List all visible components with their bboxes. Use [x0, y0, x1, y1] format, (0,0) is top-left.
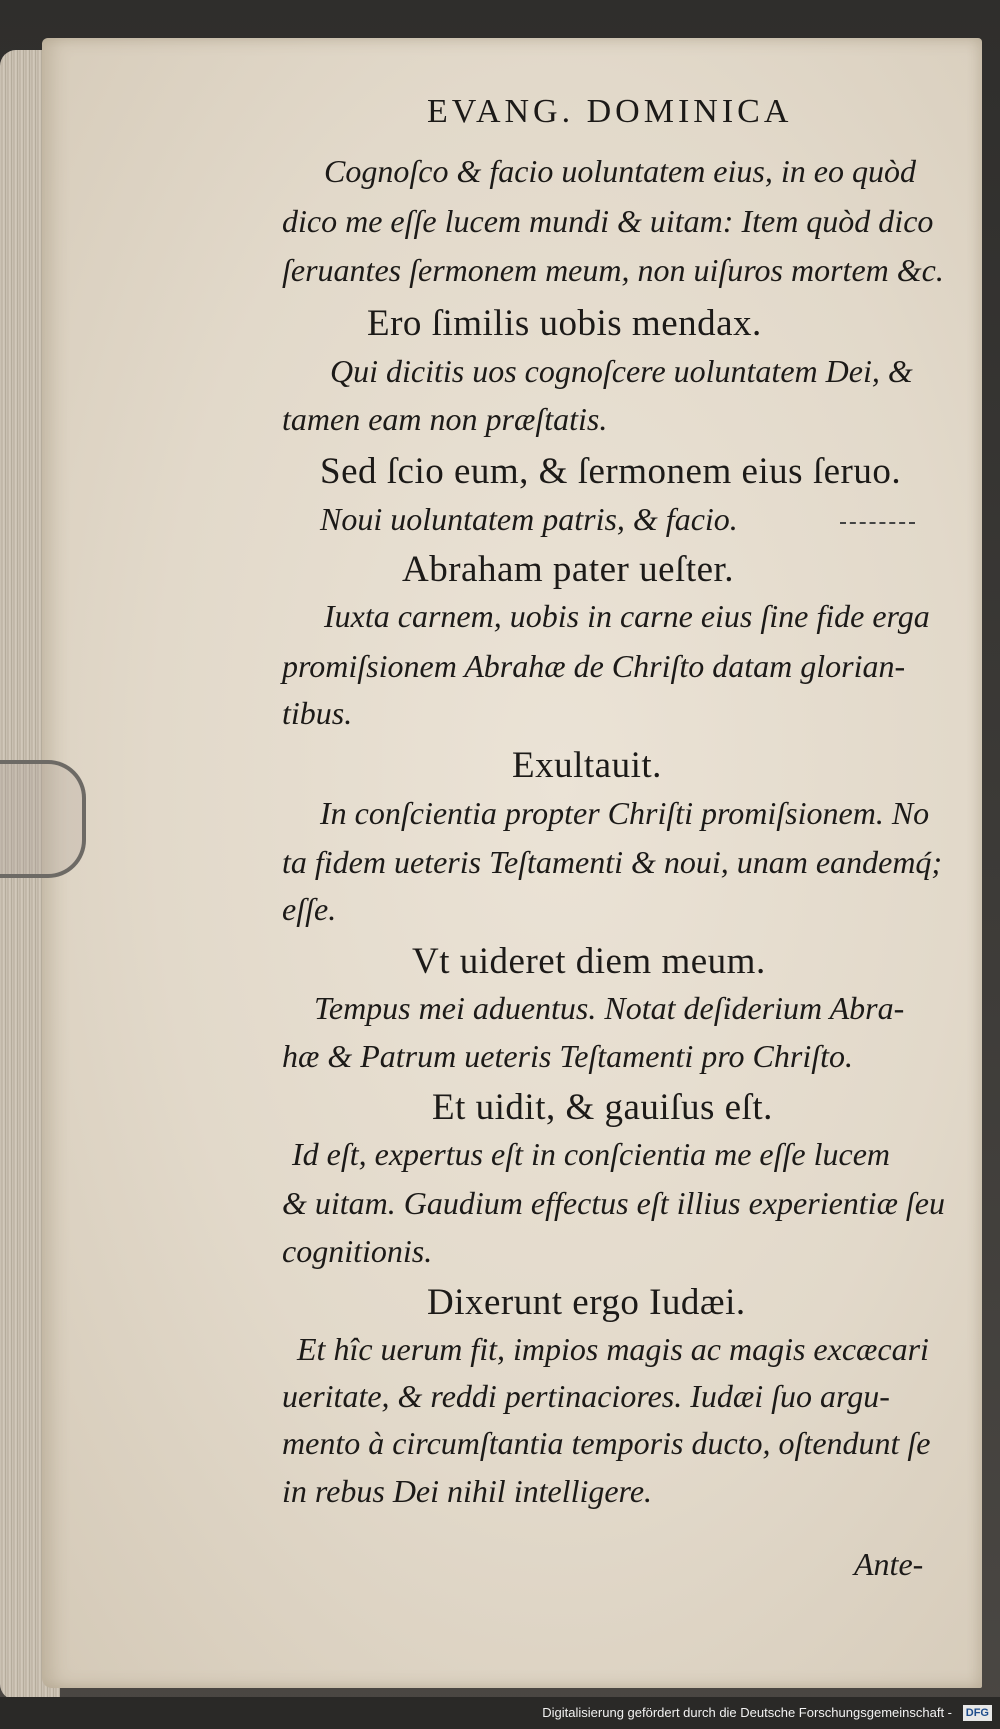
text-line: tamen eam non præſtatis.: [282, 401, 608, 437]
text-line: ſeruantes ſermonem meum, non uiſuros mortem &c.: [282, 252, 944, 288]
text-line: ueritate, & reddi pertinaciores. Iudæi ſuo argu-: [282, 1378, 890, 1414]
text-line: Noui uoluntatem patris, & facio.: [320, 501, 738, 537]
verse-heading: Abraham pater ueſter.: [402, 549, 735, 590]
text-line: Tempus mei aduentus. Notat deſiderium Abra-: [314, 990, 905, 1026]
text-line: In conſcientia propter Chriſti promiſsionem. No: [320, 795, 930, 831]
text-line: mento à circumſtantia temporis ducto, oſtendunt ſe: [282, 1425, 931, 1461]
text-line: ta fidem ueteris Teſtamenti & noui, unam eandemq́;: [282, 844, 943, 880]
text-line: Qui dicitis uos cognoſcere uoluntatem Dei, &: [330, 353, 913, 389]
text-line: Et hîc uerum fit, impios magis ac magis excæcari: [297, 1331, 929, 1367]
text-line: promiſsionem Abrahæ de Chriſto datam glorian-: [282, 648, 906, 684]
verse-heading: Sed ſcio eum, & ſermonem eius ſeruo.: [320, 451, 902, 492]
text-line: dico me eſſe lucem mundi & uitam: Item quòd dico: [282, 203, 934, 239]
text-line: cognitionis.: [282, 1233, 433, 1269]
text-line: & uitam. Gaudium effectus eſt illius experientiæ ſeu: [282, 1185, 945, 1221]
footer-credit: Digitalisierung gefördert durch die Deutsche Forschungsgemeinschaft -: [542, 1705, 952, 1720]
book-clasp: [0, 760, 86, 878]
text-line: tibus.: [282, 695, 353, 731]
dfg-logo: DFG: [963, 1705, 992, 1721]
text-line: Cognoſco & facio uoluntatem eius, in eo quòd: [324, 153, 916, 189]
verse-heading: Ero ſimilis uobis mendax.: [367, 303, 762, 344]
text-line: eſſe.: [282, 891, 337, 927]
digitization-footer: [0, 1697, 1000, 1729]
text-line: hæ & Patrum ueteris Teſtamenti pro Chriſto.: [282, 1038, 853, 1074]
verse-heading: Et uidit, & gauiſus eſt.: [432, 1087, 773, 1128]
verse-heading: Dixerunt ergo Iudæi.: [427, 1282, 746, 1323]
text-line: Iuxta carnem, uobis in carne eius ſine fide erga: [324, 598, 930, 634]
verse-heading: Exultauit.: [512, 745, 662, 786]
dashed-rule: [840, 522, 915, 524]
running-head: EVANG. DOMINICA: [427, 93, 793, 130]
verse-heading: Vt uideret diem meum.: [412, 941, 766, 982]
text-line: in rebus Dei nihil intelligere.: [282, 1473, 653, 1509]
catchword: Ante-: [854, 1546, 924, 1582]
book-page: [42, 38, 982, 1688]
text-line: Id eſt, expertus eſt in conſcientia me eſſe lucem: [292, 1136, 890, 1172]
